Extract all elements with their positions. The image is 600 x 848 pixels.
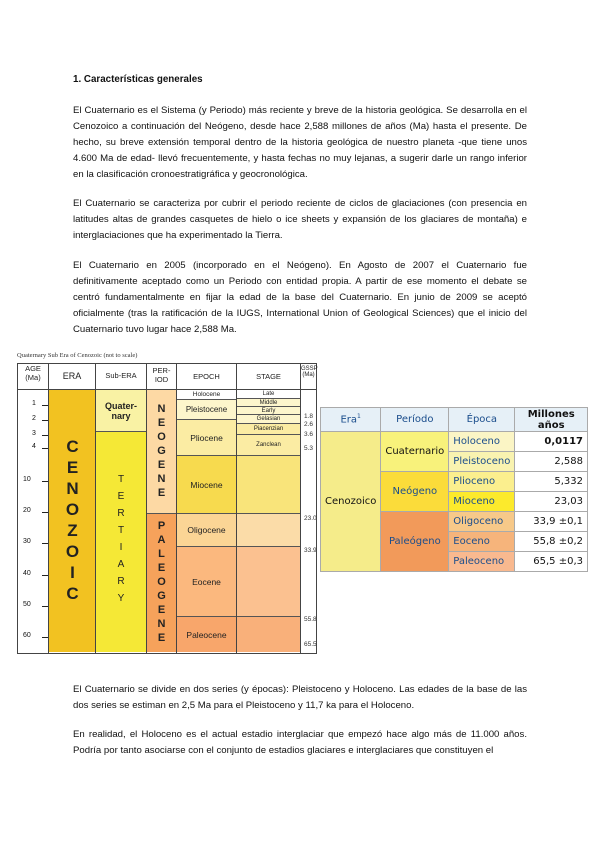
stage-oligocene-fill [237,514,300,547]
table-period-cell: Paleógeno [381,512,449,572]
age-tick: 20 [23,507,31,514]
stage-zanclean: Zanclean [237,435,300,456]
gssp-tick: 1.8 [304,413,314,420]
age-tick: 30 [23,538,31,545]
subera-header: Sub-ERA [96,364,146,390]
gssp-tick: 5.3 [304,445,314,452]
epoch-oligocene: Oligocene [177,514,236,547]
age-column [18,364,49,653]
table-epoch-cell: Paleoceno [449,552,515,572]
age-tick: 60 [23,632,31,639]
gssp-header: GSSP (Ma) [301,364,316,390]
table-epoch-cell: Oligoceno [449,512,515,532]
age-tick: 10 [23,476,31,483]
table-period-cell: Neógeno [381,472,449,512]
section-heading: 1. Características generales [73,74,203,85]
stage-piacenzian: Piacenzian [237,424,300,435]
table-ma-cell: 0,0117 [515,432,588,452]
stage-middle: Middle [237,399,300,407]
age-tick: 50 [23,601,31,608]
age-tick: 1 [32,400,36,407]
geologic-time-chart [17,363,317,654]
paragraph-2: El Cuaternario se caracteriza por cubrir el periodo reciente de ciclos de glaciaciones (con presencia en latitudes altas de grandes casquetes de hielo o ice sheets y expansión de los glaciares de montaña) e interglaciaciones que ha experimentado la Tierra. [73,198,527,241]
table-epoch-cell: Eoceno [449,532,515,552]
subera-column [96,364,147,653]
stage-early: Early [237,407,300,415]
epoch-eocene: Eocene [177,547,236,617]
table-header-period: Período [381,408,449,432]
chart-caption: Quaternary Sub Era of Cenozoic (not to scale) [17,352,138,359]
subera-tertiary: TERTIARY [96,432,146,652]
age-tick: 40 [23,570,31,577]
paragraph-1: El Cuaternario es el Sistema (y Periodo) más reciente y breve de la historia geológica. Se desarrolla en el Cenozoico a continuación del Neógeno, desde hace 2,588 millones de años (Ma) hasta el presente. De hecho, su breve extensión temporal dentro de la historia geológica de nuestro planeta -que tiene unos 4.600 Ma de edad- llevó frecuentemente, y hasta fechas no muy lejanas, a sugerir darle un rango inferior en la clasificación cronoestratigráfica y geocronológica. [73,105,527,180]
subera-quaternary: Quater-nary [96,390,146,432]
table-ma-cell: 2,588 [515,452,588,472]
epoch-holocene: Holocene [177,390,236,400]
paragraph-3: El Cuaternario en 2005 (incorporado en el Neógeno). En Agosto de 2007 el Cuaternario fue definitivamente aceptado como un Periodo con entidad propia. A partir de ese momento el debate se centró fundamentalmente en fijar la edad de la base del Cuaternario. En junio de 2009 se aceptó oficialmente (tras la ratificación de la IUGS, International Union of Geological Sciences) que el inicio del Cuaternario tuvo lugar hace 2,588 Ma. [73,260,527,335]
gssp-tick: 2.6 [304,421,314,428]
stage-header: STAGE [237,364,300,390]
table-row [321,432,588,452]
stage-gelasian: Gelasian [237,415,300,424]
period-neogene: NEOGENE [147,390,176,514]
epoch-column [177,364,237,653]
table-header-epoch: Época [449,408,515,432]
gssp-column [301,364,316,653]
stage-eocene-fill [237,547,300,617]
table-header-row [321,408,588,432]
epoch-pliocene: Pliocene [177,420,236,456]
gssp-tick: 55.8 [304,616,317,623]
table-header-million-years: Millones años [515,408,588,432]
epoch-paleocene: Paleocene [177,617,236,652]
age-tick: 4 [32,443,36,450]
table-era-cell: Cenozoico [321,432,381,572]
gssp-tick: 23.0 [304,515,317,522]
table-ma-cell: 5,332 [515,472,588,492]
epoch-miocene: Miocene [177,456,236,514]
geologic-summary-table [320,407,588,572]
period-column [147,364,177,653]
era-header: ERA [49,364,95,390]
gssp-tick: 33.9 [304,547,317,554]
period-paleogene: PALEOGENE [147,514,176,652]
epoch-header: EPOCH [177,364,236,390]
era-column [49,364,96,653]
stage-column [237,364,301,653]
stage-miocene-fill [237,456,300,514]
epoch-pleistocene: Pleistocene [177,400,236,420]
era-cenozoic: CENOZOIC [49,390,95,652]
gssp-tick: 65.5 [304,641,317,648]
stage-paleocene-fill [237,617,300,652]
gssp-tick: 3.6 [304,431,314,438]
table-epoch-cell: Pleistoceno [449,452,515,472]
age-header: AGE (Ma) [18,364,48,390]
table-ma-cell: 33,9 ±0,1 [515,512,588,532]
stage-late: Late [237,390,300,399]
age-tick: 3 [32,430,36,437]
table-ma-cell: 65,5 ±0,3 [515,552,588,572]
table-epoch-cell: Holoceno [449,432,515,452]
table-epoch-cell: Mioceno [449,492,515,512]
table-period-cell: Cuaternario [381,432,449,472]
table-header-era: Era$^1$ [321,408,381,432]
table-ma-cell: 55,8 ±0,2 [515,532,588,552]
age-tick: 2 [32,415,36,422]
table-epoch-cell: Plioceno [449,472,515,492]
table-ma-cell: 23,03 [515,492,588,512]
period-header: PER-IOD [147,364,176,390]
paragraph-5: En realidad, el Holoceno es el actual estadio interglaciar que empezó hace algo más de 11.000 años. Podría por tanto asociarse con el conjunto de estadios glaciares e interglaciares que constituyen el [73,729,527,756]
paragraph-4: El Cuaternario se divide en dos series (y épocas): Pleistoceno y Holoceno. Las edades de la base de las dos series se estiman en 2,5 Ma para el Pleistoceno y 11,7 ka para el Holoceno. [73,684,527,711]
